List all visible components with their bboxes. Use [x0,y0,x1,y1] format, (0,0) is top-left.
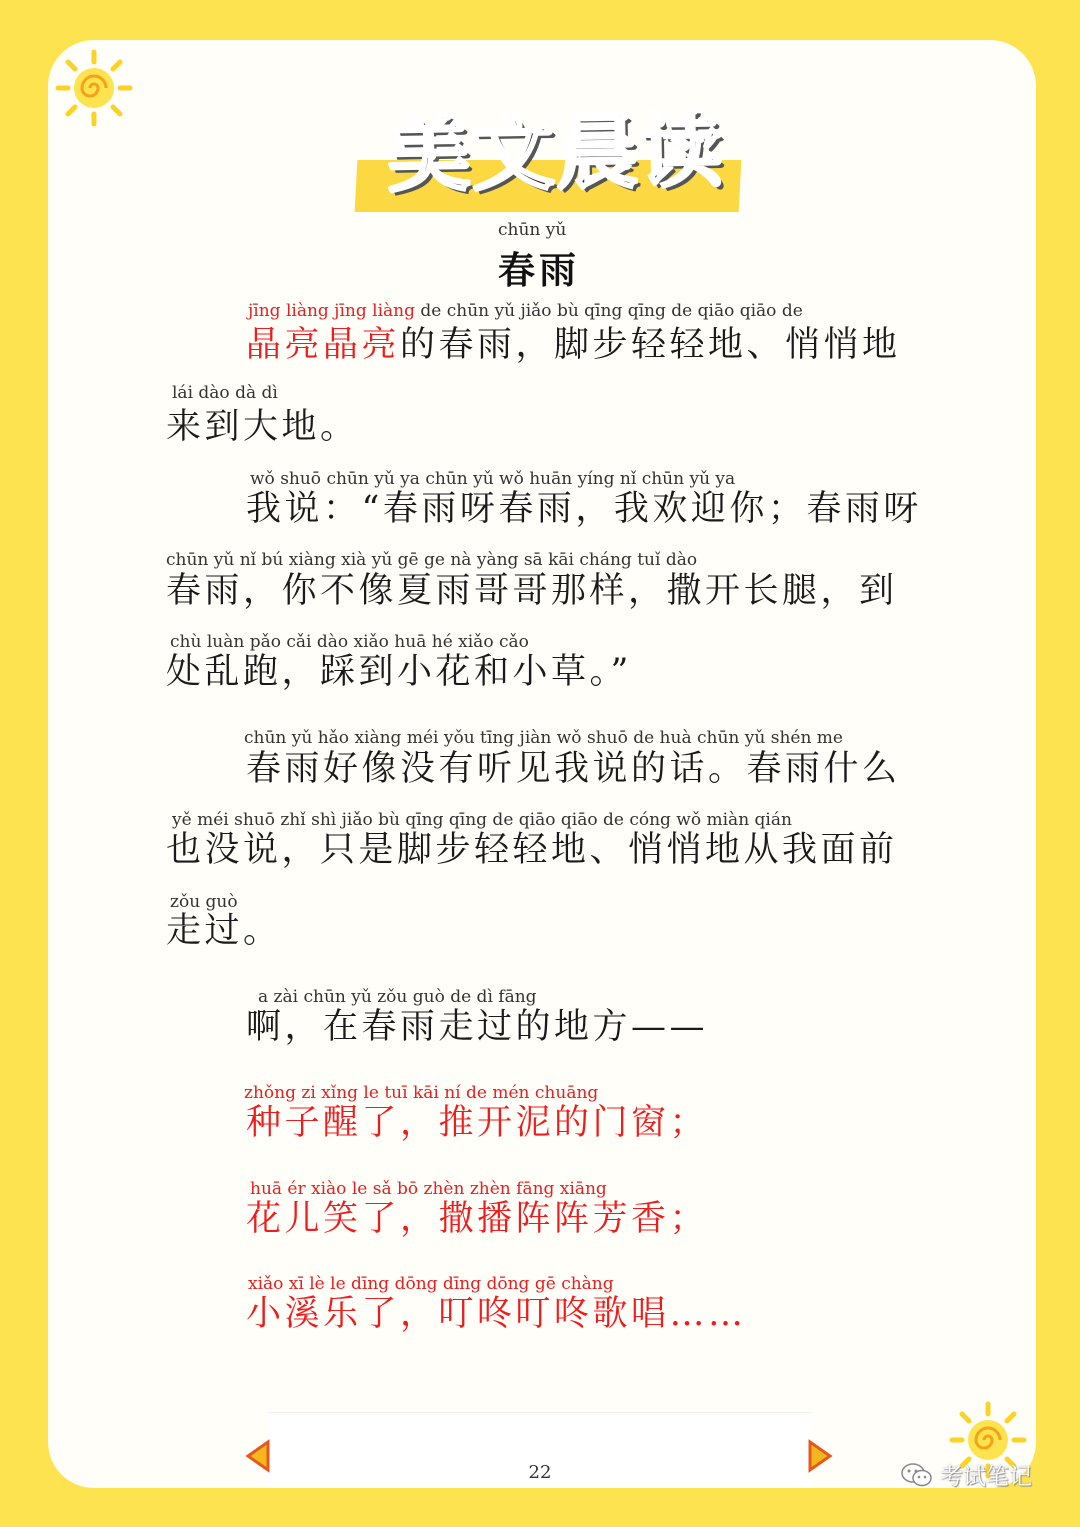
text-line: 春雨好像没有听见我说的话。春雨什么 [246,749,901,789]
text-line: 也没说，只是脚步轻轻地、悄悄地从我面前 [166,830,898,870]
text-body: 的春雨，脚步轻轻地、悄悄地 [400,325,901,365]
text-line: 我说：“春雨呀春雨，我欢迎你；春雨呀 [246,489,922,529]
text-line: 来到大地。 [166,407,359,447]
page-title: 美文晨读 [387,103,725,204]
pinyin-line: zhǒng zi xǐng le tuī kāi ní de mén chuāng [244,1083,599,1103]
poem-title-pinyin: chūn yǔ [498,220,567,240]
pinyin-line: chūn yǔ hǎo xiàng méi yǒu tīng jiàn wǒ shuō de huà chūn yǔ shén me [244,728,843,748]
pinyin-line: xiǎo xī lè le dīng dōng dīng dōng gē chàng [248,1274,614,1294]
pinyin-line: lái dào dà dì [172,383,278,403]
pinyin-line: huā ér xiào le sǎ bō zhèn zhèn fāng xiāng [250,1179,607,1199]
text-line: 啊，在春雨走过的地方—— [246,1007,709,1047]
pinyin-text: de chūn yǔ jiǎo bù qīng qīng de qiāo qiāo de [414,301,803,321]
text-highlight: 晶亮晶亮 [246,325,401,365]
pinyin-line: chūn yǔ nǐ bú xiàng xià yǔ gē ge nà yàng sā kāi cháng tuǐ dào [166,550,698,570]
sun-icon [54,48,134,128]
text-line: 种子醒了，推开泥的门窗； [246,1103,709,1143]
pinyin-line [248,300,803,322]
text-line: 花儿笑了，撒播阵阵芳香； [246,1199,709,1239]
pinyin-highlight: jīng liàng jīng liàng [248,301,415,321]
text-line: 春雨，你不像夏雨哥哥那样，撒开长腿，到 [166,571,898,611]
text-line: 小溪乐了，叮咚叮咚歌唱…… [246,1294,747,1334]
wechat-icon [900,1461,934,1489]
text-line: 走过。 [166,911,282,951]
pinyin-line: wǒ shuō chūn yǔ ya chūn yǔ wǒ huān yíng nǐ chūn yǔ ya [250,469,736,489]
text-line: 处乱跑，踩到小花和小草。” [166,652,632,692]
next-arrow-icon [808,1438,834,1474]
pinyin-line: zǒu guò [170,892,238,912]
pinyin-line: a zài chūn yǔ zǒu guò de dì fāng [258,987,537,1007]
pinyin-line: chù luàn pǎo cǎi dào xiǎo huā hé xiǎo cǎo [170,632,529,652]
pinyin-line: yě méi shuō zhǐ shì jiǎo bù qīng qīng de qiāo qiāo de cóng wǒ miàn qián [172,810,792,830]
text-line [246,322,901,368]
page-number: 22 [528,1462,552,1483]
prev-arrow-icon [244,1438,270,1474]
watermark-label: 考试笔记 [940,1464,1032,1490]
poem-title: 春雨 [498,248,580,292]
watermark [900,1458,1032,1491]
